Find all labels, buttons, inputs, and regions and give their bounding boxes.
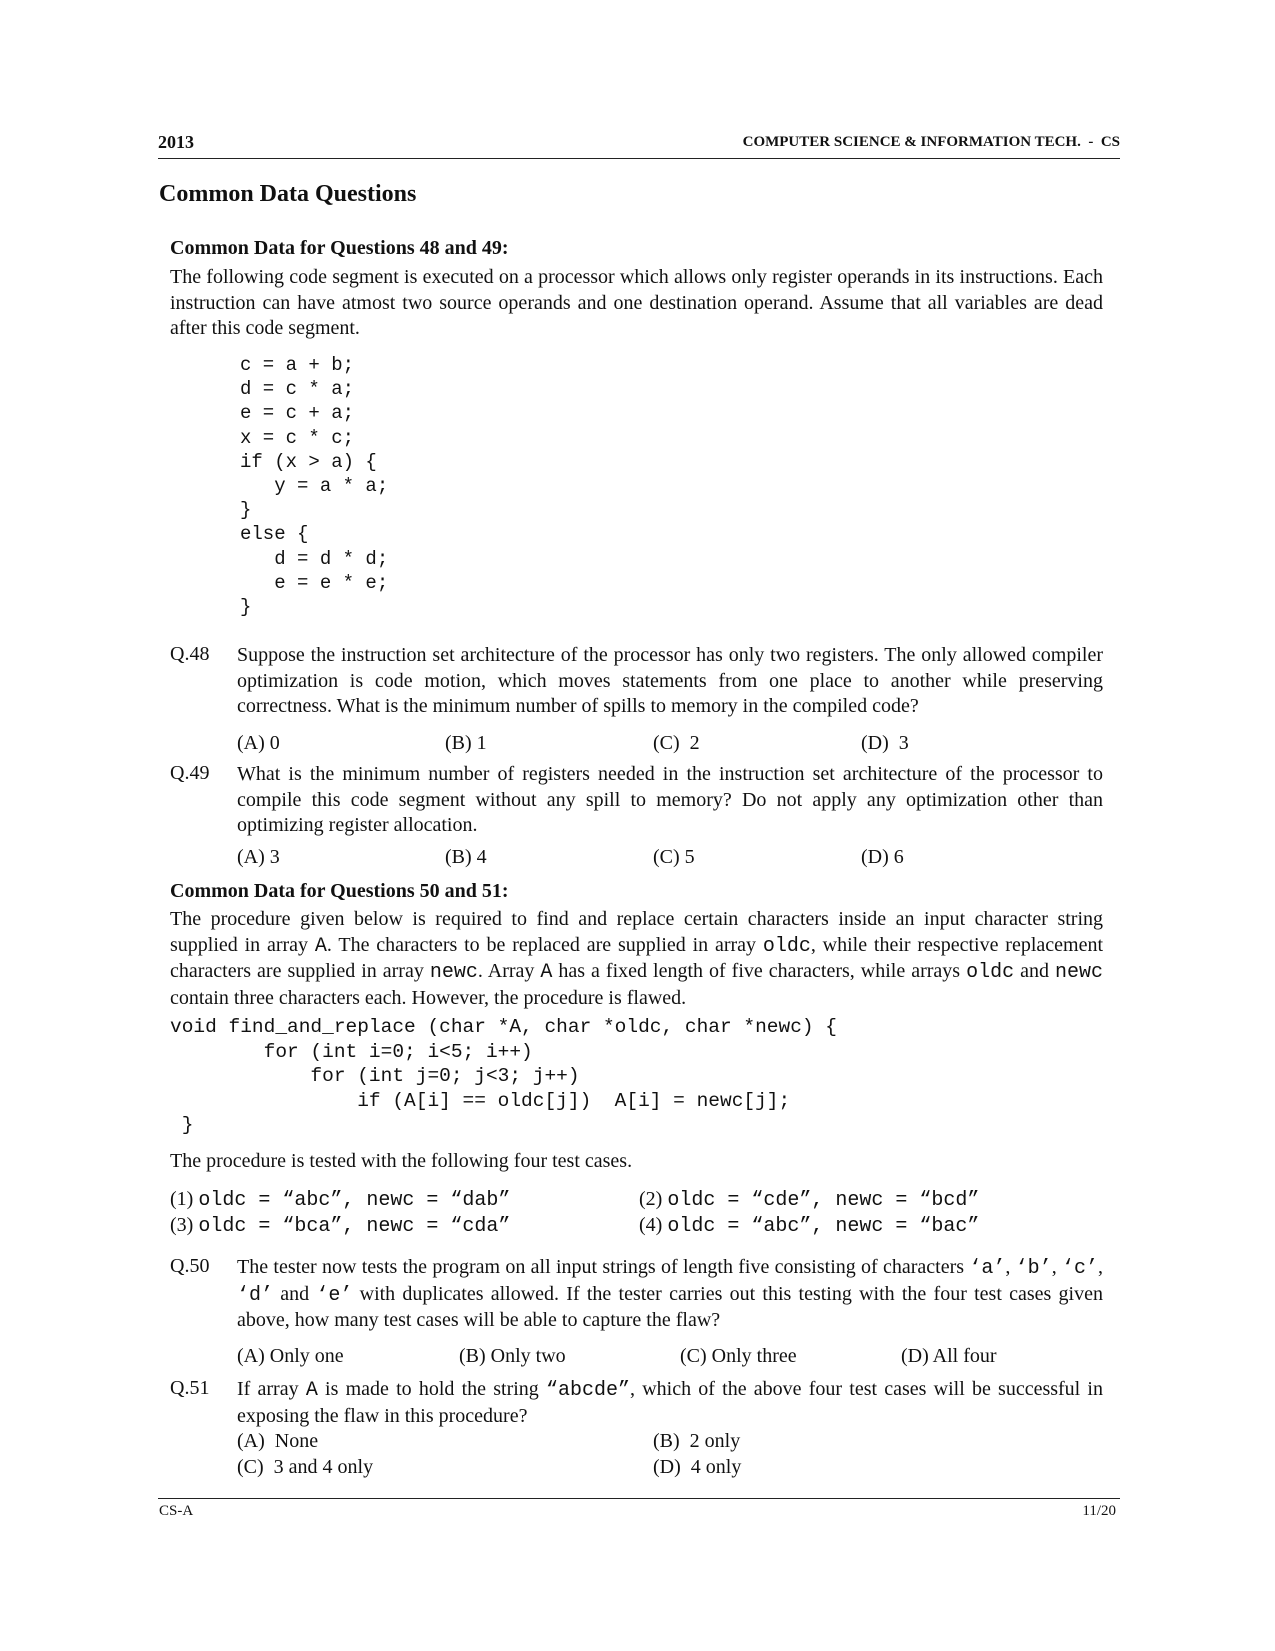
test-case-1: (1) oldc = “abc”, newc = “dab” xyxy=(170,1188,511,1212)
common-data-heading-50-51: Common Data for Questions 50 and 51: xyxy=(170,880,509,902)
q49-option-b: (B) 4 xyxy=(445,846,487,868)
code-array-a: A xyxy=(314,934,327,958)
code-newc: newc xyxy=(429,961,478,984)
test-case-2: (2) oldc = “cde”, newc = “bcd” xyxy=(639,1188,980,1212)
question-number-49: Q.49 xyxy=(170,762,210,784)
q49-option-d: (D) 6 xyxy=(861,846,904,868)
footer-left: CS-A xyxy=(159,1503,194,1519)
test-case-3: (3) oldc = “bca”, newc = “cda” xyxy=(170,1214,511,1238)
question-number-50: Q.50 xyxy=(170,1255,210,1277)
footer-rule xyxy=(158,1498,1120,1499)
question-number-48: Q.48 xyxy=(170,643,210,665)
q48-option-a: (A) 0 xyxy=(237,732,280,754)
q51-option-d: (D) 4 only xyxy=(653,1456,742,1478)
header-rule xyxy=(158,158,1120,159)
question-text-51: If array A is made to hold the string “abcde”, which of the above four test cases will be successful in exposing the flaw in this procedure? xyxy=(237,1378,1103,1427)
q50-option-a: (A) Only one xyxy=(237,1345,344,1367)
code-find-and-replace: void find_and_replace (char *A, char *oldc, char *newc) { for (int i=0; i<5; i++) for (int j=0; j<3; j++) if (A[i] == oldc[j]) A[i] = newc[j]; } xyxy=(170,1016,838,1136)
q48-option-d: (D) 3 xyxy=(861,732,909,754)
q51-option-c: (C) 3 and 4 only xyxy=(237,1456,374,1478)
code-oldc: oldc xyxy=(966,961,1015,984)
q48-option-b: (B) 1 xyxy=(445,732,487,754)
header-year: 2013 xyxy=(158,132,194,152)
code-segment-48-49: c = a + b; d = c * a; e = c + a; x = c * c; if (x > a) { y = a * a; } else { d = d * d; e = e * e; } xyxy=(240,354,389,619)
q50-option-d: (D) All four xyxy=(901,1345,997,1367)
section-title: Common Data Questions xyxy=(159,181,417,207)
common-data-text-48-49: The following code segment is executed on a processor which allows only register operands in its instructions. Each instruction can have atmost two source operands and one destination operand. Assume that all variables are dead after this code segment. xyxy=(170,266,1103,339)
question-text-50: The tester now tests the program on all input strings of length five consisting of characters ‘a’, ‘b’, ‘c’, ‘d’ and ‘e’ with duplicates allowed. If the tester carries out this testing with the four test cases given above, how many test cases will be able to capture the flaw? xyxy=(237,1256,1103,1331)
q50-option-b: (B) Only two xyxy=(459,1345,566,1367)
header-title: COMPUTER SCIENCE & INFORMATION TECH. - CS xyxy=(742,134,1120,150)
question-text-48: Suppose the instruction set architecture of the processor has only two registers. The only allowed compiler optimization is code motion, which moves statements from one place to another while preserving correctness. What is the minimum number of spills to memory in the compiled code? xyxy=(237,644,1103,717)
code-newc: newc xyxy=(1054,961,1103,984)
q51-option-a: (A) None xyxy=(237,1430,319,1452)
test-case-4: (4) oldc = “abc”, newc = “bac” xyxy=(639,1214,980,1238)
q49-option-c: (C) 5 xyxy=(653,846,695,868)
q50-option-c: (C) Only three xyxy=(680,1345,797,1367)
code-oldc: oldc xyxy=(762,934,811,958)
q51-option-b: (B) 2 only xyxy=(653,1430,741,1452)
tested-text: The procedure is tested with the following four test cases. xyxy=(170,1150,633,1172)
question-number-51: Q.51 xyxy=(170,1377,210,1399)
code-array-a: A xyxy=(540,961,553,984)
common-data-heading-48-49: Common Data for Questions 48 and 49: xyxy=(170,237,509,259)
q48-option-c: (C) 2 xyxy=(653,732,700,754)
common-data-text-50-51: The procedure given below is required to find and replace certain characters inside an input character string supplied in array A. The characters to be replaced are supplied in array oldc, while their respective replacement characters are supplied in array newc. Array A has a fixed length of five characters, while arrays oldc and newc contain three characters each. However, the procedure is flawed. xyxy=(170,908,1103,1009)
q49-option-a: (A) 3 xyxy=(237,846,280,868)
footer-page-number: 11/20 xyxy=(1082,1503,1116,1519)
question-text-49: What is the minimum number of registers needed in the instruction set architecture of the processor to compile this code segment without any spill to memory? Do not apply any optimization other than optimizing register allocation. xyxy=(237,763,1103,836)
